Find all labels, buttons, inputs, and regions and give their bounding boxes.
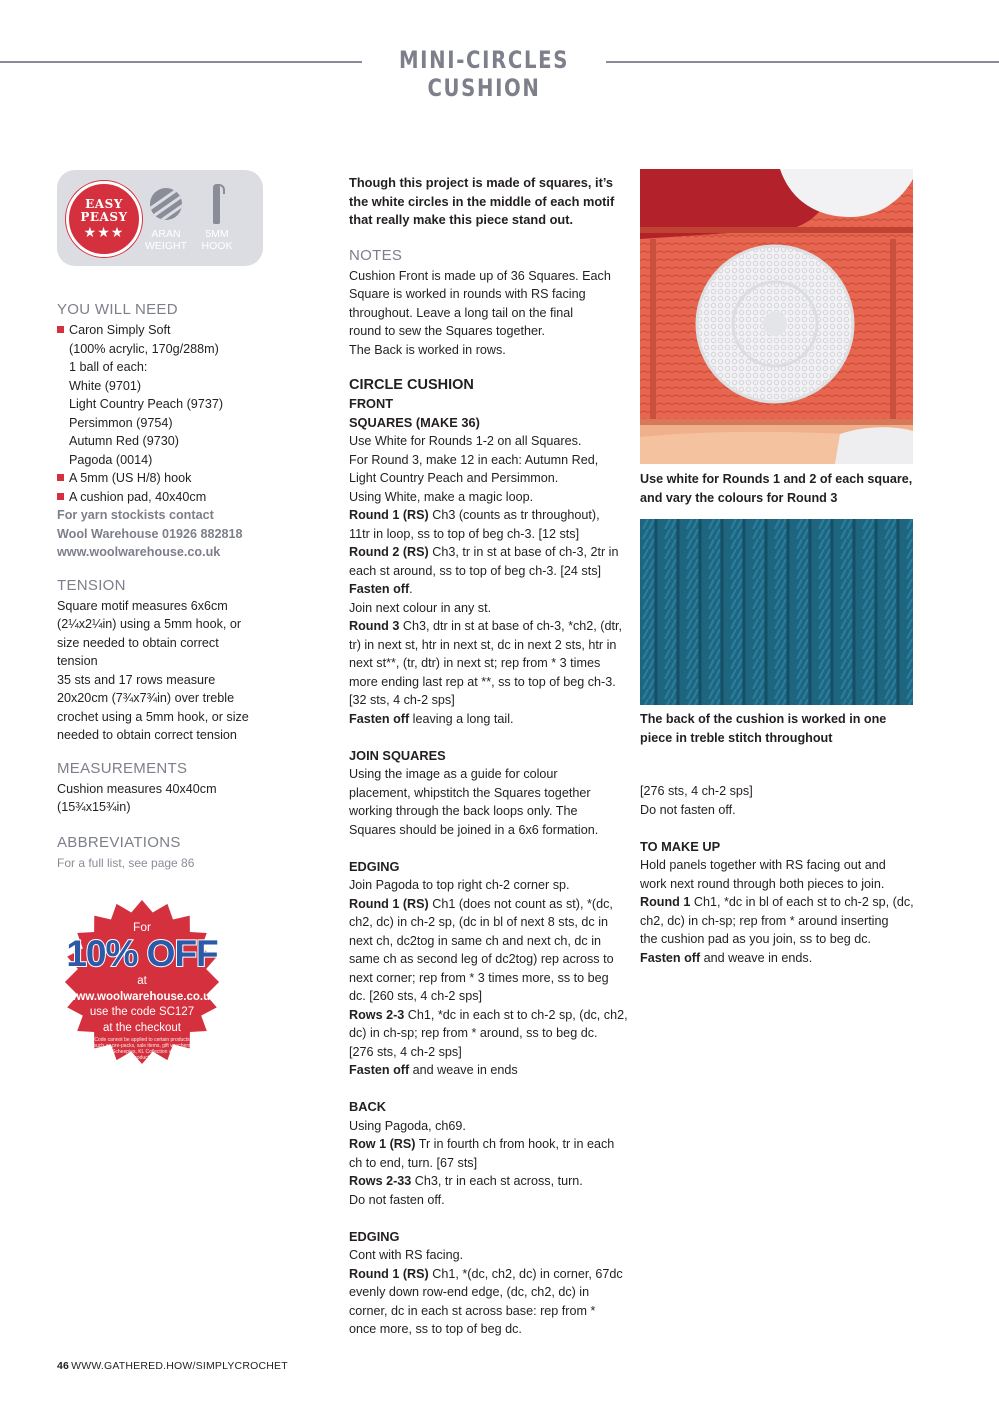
back-intro-line: Using Pagoda, ch69. (349, 1118, 466, 1133)
edging-join-line: Join Pagoda to top right ch-2 corner sp. (349, 878, 570, 892)
offer-checkout: at the checkout (103, 1021, 181, 1034)
make-up-line: work next round through both pieces to join. (640, 876, 885, 891)
back-row-1-line: ch to end, turn. [67 sts] (349, 1155, 478, 1170)
round-2-text: Ch3, tr in st at base of ch-3, 2tr in (428, 545, 619, 559)
intro-line: that really make this piece stand out. (349, 212, 574, 227)
back-edging-round-line: evenly down row-end edge, (dc, ch2, dc) in (349, 1285, 590, 1299)
back-texture-photo (640, 519, 913, 705)
edging-rows-label: Rows 2-3 (349, 1007, 405, 1022)
photo-2-caption (640, 710, 920, 747)
offer-for: For (133, 920, 151, 934)
fasten-off-label: Fasten off (349, 711, 410, 726)
measurements-line: Cushion measures 40x40cm (57, 781, 217, 796)
round-3-line: tr) in next st, htr in next st, dc in next 2 sts, htr in (349, 637, 617, 652)
round-3-line: [32 sts, 4 ch-2 sps] (349, 693, 455, 707)
tension-line: (2¼x2¼in) using a 5mm hook, or (57, 617, 242, 631)
round-2-label: Round 2 (RS) (349, 545, 429, 559)
squares-intro-line: Using White, make a magic loop. (349, 489, 534, 504)
yarn-line: Pagoda (0014) (69, 452, 153, 467)
hook-item: A 5mm (US H/8) hook (57, 469, 272, 488)
notes-line: Cushion Front is made up of 36 Squares. Each (349, 268, 611, 283)
round-2-line (349, 543, 629, 562)
pad-item: A cushion pad, 40x40cm (57, 488, 272, 507)
back-row-1-line (349, 1135, 629, 1154)
edging-rows-text: Ch1, *dc in each st to ch-2 sp, (dc, ch2, (404, 1007, 628, 1022)
stockists-line: For yarn stockists contact (57, 508, 214, 522)
offer-fine-print: Code cannot be applied to certain products such as pre-packs, sale items, gift vouchers and all Scheepjes, KL Collection and Lion products (93, 1037, 191, 1061)
continued-line: Do not fasten off. (640, 802, 736, 817)
page-header (0, 44, 999, 102)
caption-line: The back of the cushion is worked in one (640, 712, 887, 726)
edging-round-1-line: next ch, dc2tog in same ch and next ch, dc in (349, 933, 602, 948)
make-up-line: Hold panels together with RS facing out and (640, 858, 886, 872)
join-next-line: Join next colour in any st. (349, 600, 492, 615)
caption-line: and vary the colours for Round 3 (640, 490, 838, 505)
back-edging-round-text: Ch1, *(dc, ch2, dc) in corner, 67dc (428, 1266, 623, 1281)
edging-round-1-text: Ch1 (does not count as st), *(dc, (428, 896, 613, 911)
fasten-weave-line (349, 1061, 629, 1080)
crochet-hook-icon (213, 184, 220, 224)
page-number: 46 (57, 1360, 70, 1372)
intro-line: the white circles in the middle of each motif (349, 193, 615, 209)
stockists-url[interactable]: www.woolwarehouse.co.uk (57, 545, 221, 559)
offer-code: use the code SC127 (89, 1006, 195, 1018)
join-line: working through the back loops only. The (349, 804, 578, 818)
you-will-need-heading: YOU WILL NEED (57, 301, 178, 318)
edging-round-1-line (349, 895, 629, 914)
make-up-heading: TO MAKE UP (640, 838, 721, 854)
squares-intro-line: For Round 3, make 12 in each: Autumn Red, (349, 452, 599, 467)
edging-rows-line (349, 1006, 629, 1025)
tension-line: crochet using a 5mm hook, or size (57, 709, 249, 724)
fasten-off-label: Fasten off (640, 950, 701, 965)
header-rule-right (606, 61, 999, 63)
squares-intro-line: Use White for Rounds 1-2 on all Squares. (349, 434, 582, 448)
round-3-line: next st**, (tr, dtr) in next st; rep from * 3 times (349, 656, 601, 670)
notes-heading: NOTES (349, 246, 403, 264)
make-up-round-line (640, 893, 915, 912)
pattern-column (349, 174, 629, 1339)
yarn-line: Persimmon (9754) (69, 415, 173, 430)
measurements-line: (15¾x15¾in) (57, 800, 131, 814)
edging-rows-line: dc) in ch-sp; rep from * around, ss to beg dc. (349, 1026, 598, 1040)
make-up-round-line: ch2, dc) in ch-sp; rep from * around inserting (640, 913, 889, 928)
back-edging-round-label: Round 1 (RS) (349, 1266, 429, 1281)
fasten-weave-text: and weave in ends (409, 1063, 518, 1077)
yarn-line: Light Country Peach (9737) (69, 397, 224, 411)
squares-heading: SQUARES (MAKE 36) (349, 414, 480, 430)
fasten-off-long-line (349, 710, 629, 729)
yarn-line: (100% acrylic, 170g/288m) (69, 341, 219, 356)
page-title: MINI-CIRCLES CUSHION (398, 46, 570, 102)
fasten-off-long-text: leaving a long tail. (409, 711, 514, 726)
yarn-line: 1 ball of each: (69, 360, 148, 374)
notes-line: The Back is worked in rows. (349, 342, 506, 357)
footer-url[interactable]: WWW.GATHERED.HOW/SIMPLYCROCHET (71, 1360, 288, 1372)
final-fasten-line (640, 949, 915, 968)
fasten-off-dot: . (409, 582, 413, 596)
fasten-off-label: Fasten off (349, 1063, 410, 1077)
intro-line: Though this project is made of squares, it’s (349, 175, 614, 190)
stockists-phone: Wool Warehouse 01926 882818 (57, 526, 243, 541)
measurements-heading: MEASUREMENTS (57, 759, 188, 777)
pattern-title: CIRCLE CUSHION (349, 377, 474, 393)
edging-round-1-line: next corner; rep from * 3 times more, ss to beg (349, 970, 609, 985)
join-squares-heading: JOIN SQUARES (349, 747, 446, 763)
hook-label-line-1: 5MM (205, 228, 229, 240)
join-line: Using the image as a guide for colour (349, 767, 558, 781)
abbreviations-heading: ABBREVIATIONS (57, 833, 181, 851)
round-1-label: Round 1 (RS) (349, 508, 429, 522)
back-rows-line (349, 1172, 629, 1191)
tension-line: needed to obtain correct tension (57, 728, 237, 742)
join-line: Squares should be joined in a 6x6 formation. (349, 822, 599, 837)
difficulty-badge (57, 170, 263, 266)
notes-line: Square is worked in rounds with RS facing (349, 287, 586, 301)
squares-intro-line: Light Country Peach and Persimmon. (349, 471, 559, 485)
tension-line: Square motif measures 6x6cm (57, 598, 228, 613)
make-up-round-line: the cushion pad as you join, ss to beg dc. (640, 932, 872, 946)
caption-line: piece in treble stitch throughout (640, 730, 833, 745)
back-edging-round-line (349, 1265, 629, 1284)
tension-line: 20x20cm (7¾x7¾in) over treble (57, 691, 235, 705)
offer-percent: 10% OFF (66, 933, 218, 974)
round-3-label: Round 3 (349, 619, 400, 633)
offer-text (60, 900, 224, 1061)
back-rows-text: Ch3, tr in each st across, turn. (411, 1174, 583, 1188)
back-edging-heading: EDGING (349, 1228, 400, 1244)
edging-round-1-label: Round 1 (RS) (349, 896, 429, 911)
discount-offer-badge[interactable] (60, 900, 224, 1064)
rating-line-2: PEASY (80, 210, 128, 224)
offer-at: at (137, 975, 147, 987)
join-line: placement, whipstitch the Squares together (349, 785, 591, 800)
round-1-line: 11tr in loop, ss to top of beg ch-3. [12 sts] (349, 526, 580, 541)
back-row-1-text: Tr in fourth ch from hook, tr in each (415, 1137, 615, 1151)
front-heading: FRONT (349, 396, 394, 411)
back-edging-round-line: once more, ss to top of beg dc. (349, 1322, 522, 1336)
round-3-text: Ch3, dtr in st at base of ch-3, *ch2, (dtr, (399, 619, 622, 633)
yarn-name: Caron Simply Soft (57, 321, 272, 340)
tension-heading: TENSION (57, 576, 126, 594)
edging-heading: EDGING (349, 858, 400, 874)
fasten-off-label: Fasten off (349, 582, 410, 596)
back-heading: BACK (349, 1099, 386, 1114)
hook-size-label (197, 228, 237, 252)
rating-line-1: EASY (85, 197, 123, 211)
make-up-column (640, 782, 915, 967)
do-not-fasten-line: Do not fasten off. (349, 1192, 445, 1207)
edging-round-1-line: dc. [260 sts, 4 ch-2 sps] (349, 989, 482, 1003)
tension-line: 35 sts and 17 rows measure (57, 672, 216, 687)
make-up-round-label: Round 1 (640, 895, 691, 909)
back-row-1-label: Row 1 (RS) (349, 1137, 416, 1151)
abbreviations-text: For a full list, see page 86 (57, 855, 195, 870)
final-fasten-text: and weave in ends. (700, 950, 813, 965)
make-up-round-text: Ch1, *dc in bl of each st to ch-2 sp, (dc, (690, 895, 914, 909)
hook-label-line-2: HOOK (201, 240, 233, 252)
header-rule-left (0, 61, 362, 63)
yarn-weight-label (143, 228, 189, 252)
round-3-line (349, 617, 629, 636)
round-3-line: more ending last rep at **, ss to top of beg ch-3. (349, 674, 616, 689)
tension-line: size needed to obtain correct (57, 635, 219, 650)
square-motif-photo (640, 169, 913, 464)
tension-line: tension (57, 654, 98, 668)
fasten-off-line (349, 580, 629, 599)
continued-line: [276 sts, 4 ch-2 sps] (640, 784, 753, 798)
easy-peasy-rating (66, 181, 142, 257)
edging-round-1-line: same ch as second leg of dc2tog) rep across to (349, 952, 614, 966)
edging-rows-line: [276 sts, 4 ch-2 sps] (349, 1044, 462, 1059)
photo-1-caption (640, 470, 920, 507)
offer-site: www.woolwarehouse.co.uk (67, 990, 217, 1003)
yarn-ball-icon (150, 188, 182, 220)
round-2-line: each st around, ss to top of beg ch-3. [24 sts] (349, 563, 602, 578)
back-edging-round-line: corner, dc in each st across base: rep from * (349, 1303, 596, 1318)
back-rows-label: Rows 2-33 (349, 1174, 412, 1188)
star-icon: ★★★ (83, 224, 125, 240)
materials-column (57, 300, 272, 872)
yarn-label-line-1: ARAN (151, 228, 181, 240)
page-footer (57, 1360, 288, 1372)
round-1-line (349, 506, 629, 525)
caption-line: Use white for Rounds 1 and 2 of each square, (640, 472, 913, 486)
yarn-line: White (9701) (69, 378, 142, 393)
notes-line: round to sew the Squares together. (349, 324, 546, 338)
edging-round-1-line: ch2, dc) in ch-2 sp, (dc in bl of next 8 sts, dc in (349, 915, 608, 929)
yarn-label-line-2: WEIGHT (145, 240, 187, 252)
yarn-line: Autumn Red (9730) (69, 434, 179, 448)
back-edging-intro: Cont with RS facing. (349, 1248, 464, 1262)
round-1-text: Ch3 (counts as tr throughout), (428, 508, 600, 522)
notes-line: throughout. Leave a long tail on the final (349, 305, 574, 320)
